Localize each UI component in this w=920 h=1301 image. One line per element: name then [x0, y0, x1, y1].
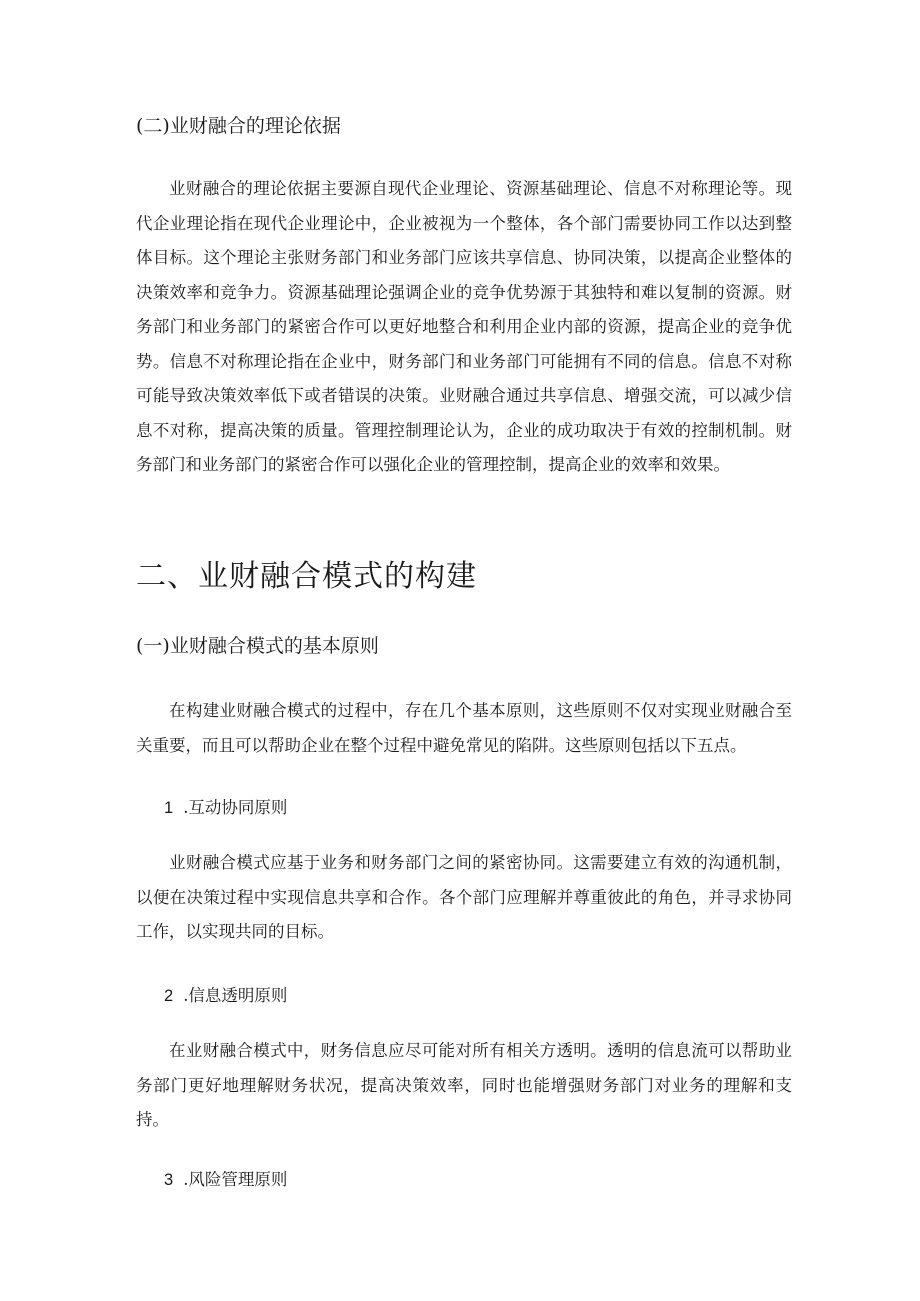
principle-heading-3 [164, 1168, 287, 1192]
section-subheading-principles: (一)业财融合模式的基本原则 [136, 635, 379, 657]
paragraph-principle-1: 业财融合模式应基于业务和财务部门之间的紧密协同。这需要建立有效的沟通机制，以便在决策过程中实现信息共享和合作。各个部门应理解并尊重彼此的角色，并寻求协同工作，以实现共同的目标。 [136, 853, 792, 941]
paragraph-theory: 业财融合的理论依据主要源自现代企业理论、资源基础理论、信息不对称理论等。现代企业理论指在现代企业理论中，企业被视为一个整体，各个部门需要协同工作以达到整体目标。这个理论主张财务部门和业务部门应该共享信息、协同决策，以提高企业整体的决策效率和竞争力。资源基础理论强调企业的竞争优势源于其独特和难以复制的资源。财务部门和业务部门的紧密合作可以更好地整合和利用企业内部的资源，提高企业的竞争优势。信息不对称理论指在企业中，财务部门和业务部门可能拥有不同的信息。信息不对称可能导致决策效率低下或者错误的决策。业财融合通过共享信息、增强交流，可以减少信息不对称，提高决策的质量。管理控制理论认为，企业的成功取决于有效的控制机制。财务部门和业务部门的紧密合作可以强化企业的管理控制，提高企业的效率和效果。 [136, 179, 792, 474]
paragraph-principle-2: 在业财融合模式中，财务信息应尽可能对所有相关方透明。透明的信息流可以帮助业务部门更好地理解财务状况，提高决策效率，同时也能增强财务部门对业务的理解和支持。 [136, 1041, 792, 1129]
section-heading-construction: 二、业财融合模式的构建 [136, 559, 477, 594]
principle-heading-2 [164, 984, 287, 1008]
principle-heading-1 [164, 796, 287, 820]
principle-number: 3 [164, 1171, 174, 1189]
principle-title: .互动协同原则 [183, 798, 288, 817]
paragraph-principles-intro: 在构建业财融合模式的过程中，存在几个基本原则，这些原则不仅对实现业财融合至关重要，而且可以帮助企业在整个过程中避免常见的陷阱。这些原则包括以下五点。 [136, 701, 792, 755]
principle-number: 2 [164, 987, 174, 1005]
principle-number: 1 [164, 799, 174, 817]
principle-title: .信息透明原则 [183, 986, 288, 1005]
principle-title: .风险管理原则 [183, 1170, 288, 1189]
section-subheading-theory: (二)业财融合的理论依据 [136, 115, 341, 137]
